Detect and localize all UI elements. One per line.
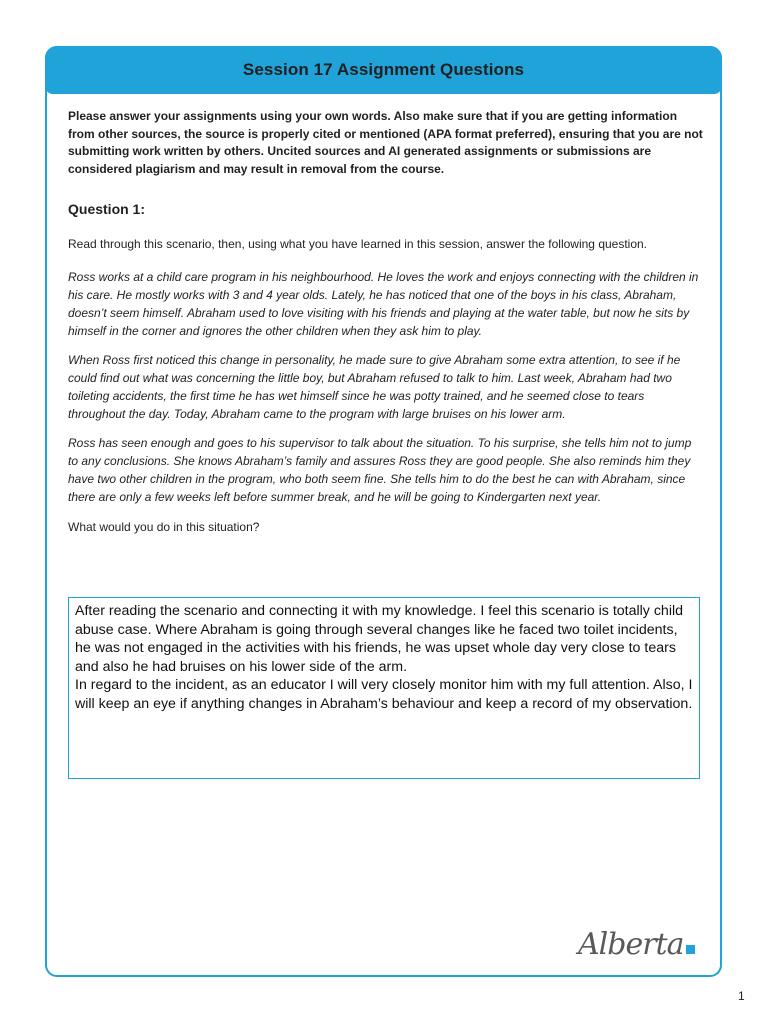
logo-wordmark: Alberta [578,927,684,962]
question-prompt: Read through this scenario, then, using what you have learned in this session, answer the following question. [68,237,648,251]
page-header [45,46,722,94]
instructions-text: Please answer your assignments using your own words. Also make sure that if you are getting information from other sources, the source is properly cited or mentioned (APA format preferred), ensuring that you are not submitting work written by others. Uncited sources and AI generated assignments or submissions are considered plagiarism and may result in removal from the course. [68,109,703,176]
page-title: Session 17 Assignment Questions [242,60,525,79]
scenario-paragraph: Ross has seen enough and goes to his supervisor to talk about the situation. To his surprise, she tells him not to jump to any conclusions. She knows Abraham’s family and assures Ross they are good people. She also reminds him they have two other children in the program, who both seem fine. She tells him to do the best he can with Abraham, since there are only a few weeks left before summer break, and he will be going to Kindergarten next year. [68,436,692,504]
scenario-paragraph: When Ross first noticed this change in personality, he made sure to give Abraham some extra attention, to see if he could find out what was concerning the little boy, but Abraham refused to talk to him. Last week, Abraham had two toileting accidents, the first time he has wet himself since he was potty trained, and he seemed close to tears throughout the day. Today, Abraham came to the program with large bruises on his lower arm. [68,353,681,421]
answer-paragraph: In regard to the incident, as an educator I will very closely monitor him with my full attention. Also, I will keep an eye if anything changes in Abraham’s behaviour and keep a record of my observation. [75,677,693,712]
logo-accent-square [686,945,695,954]
alberta-logo [578,922,708,962]
question-title: Question 1: [68,201,146,217]
scenario-paragraph: Ross works at a child care program in his neighbourhood. He loves the work and enjoys connecting with the children in his care. He mostly works with 3 and 4 year olds. Lately, he has noticed that one of the boys in his class, Abraham, doesn’t seem himself. Abraham used to love visiting with his friends and playing at the water table, but now he sits by himself in the corner and ignores the other children when they ask him to play. [68,270,699,338]
document-body [68,108,704,536]
answer-paragraph: After reading the scenario and connecting it with my knowledge. I feel this scenario is totally child abuse case. Where Abraham is going through several changes like he faced two toilet incidents, he was not engaged in the activities with his friends, he was upset whole day very close to tears and also he had bruises on his lower side of the arm. [75,603,684,675]
question-ask: What would you do in this situation? [68,520,260,534]
page-number: 1 [738,989,745,1003]
answer-field[interactable] [68,597,700,779]
